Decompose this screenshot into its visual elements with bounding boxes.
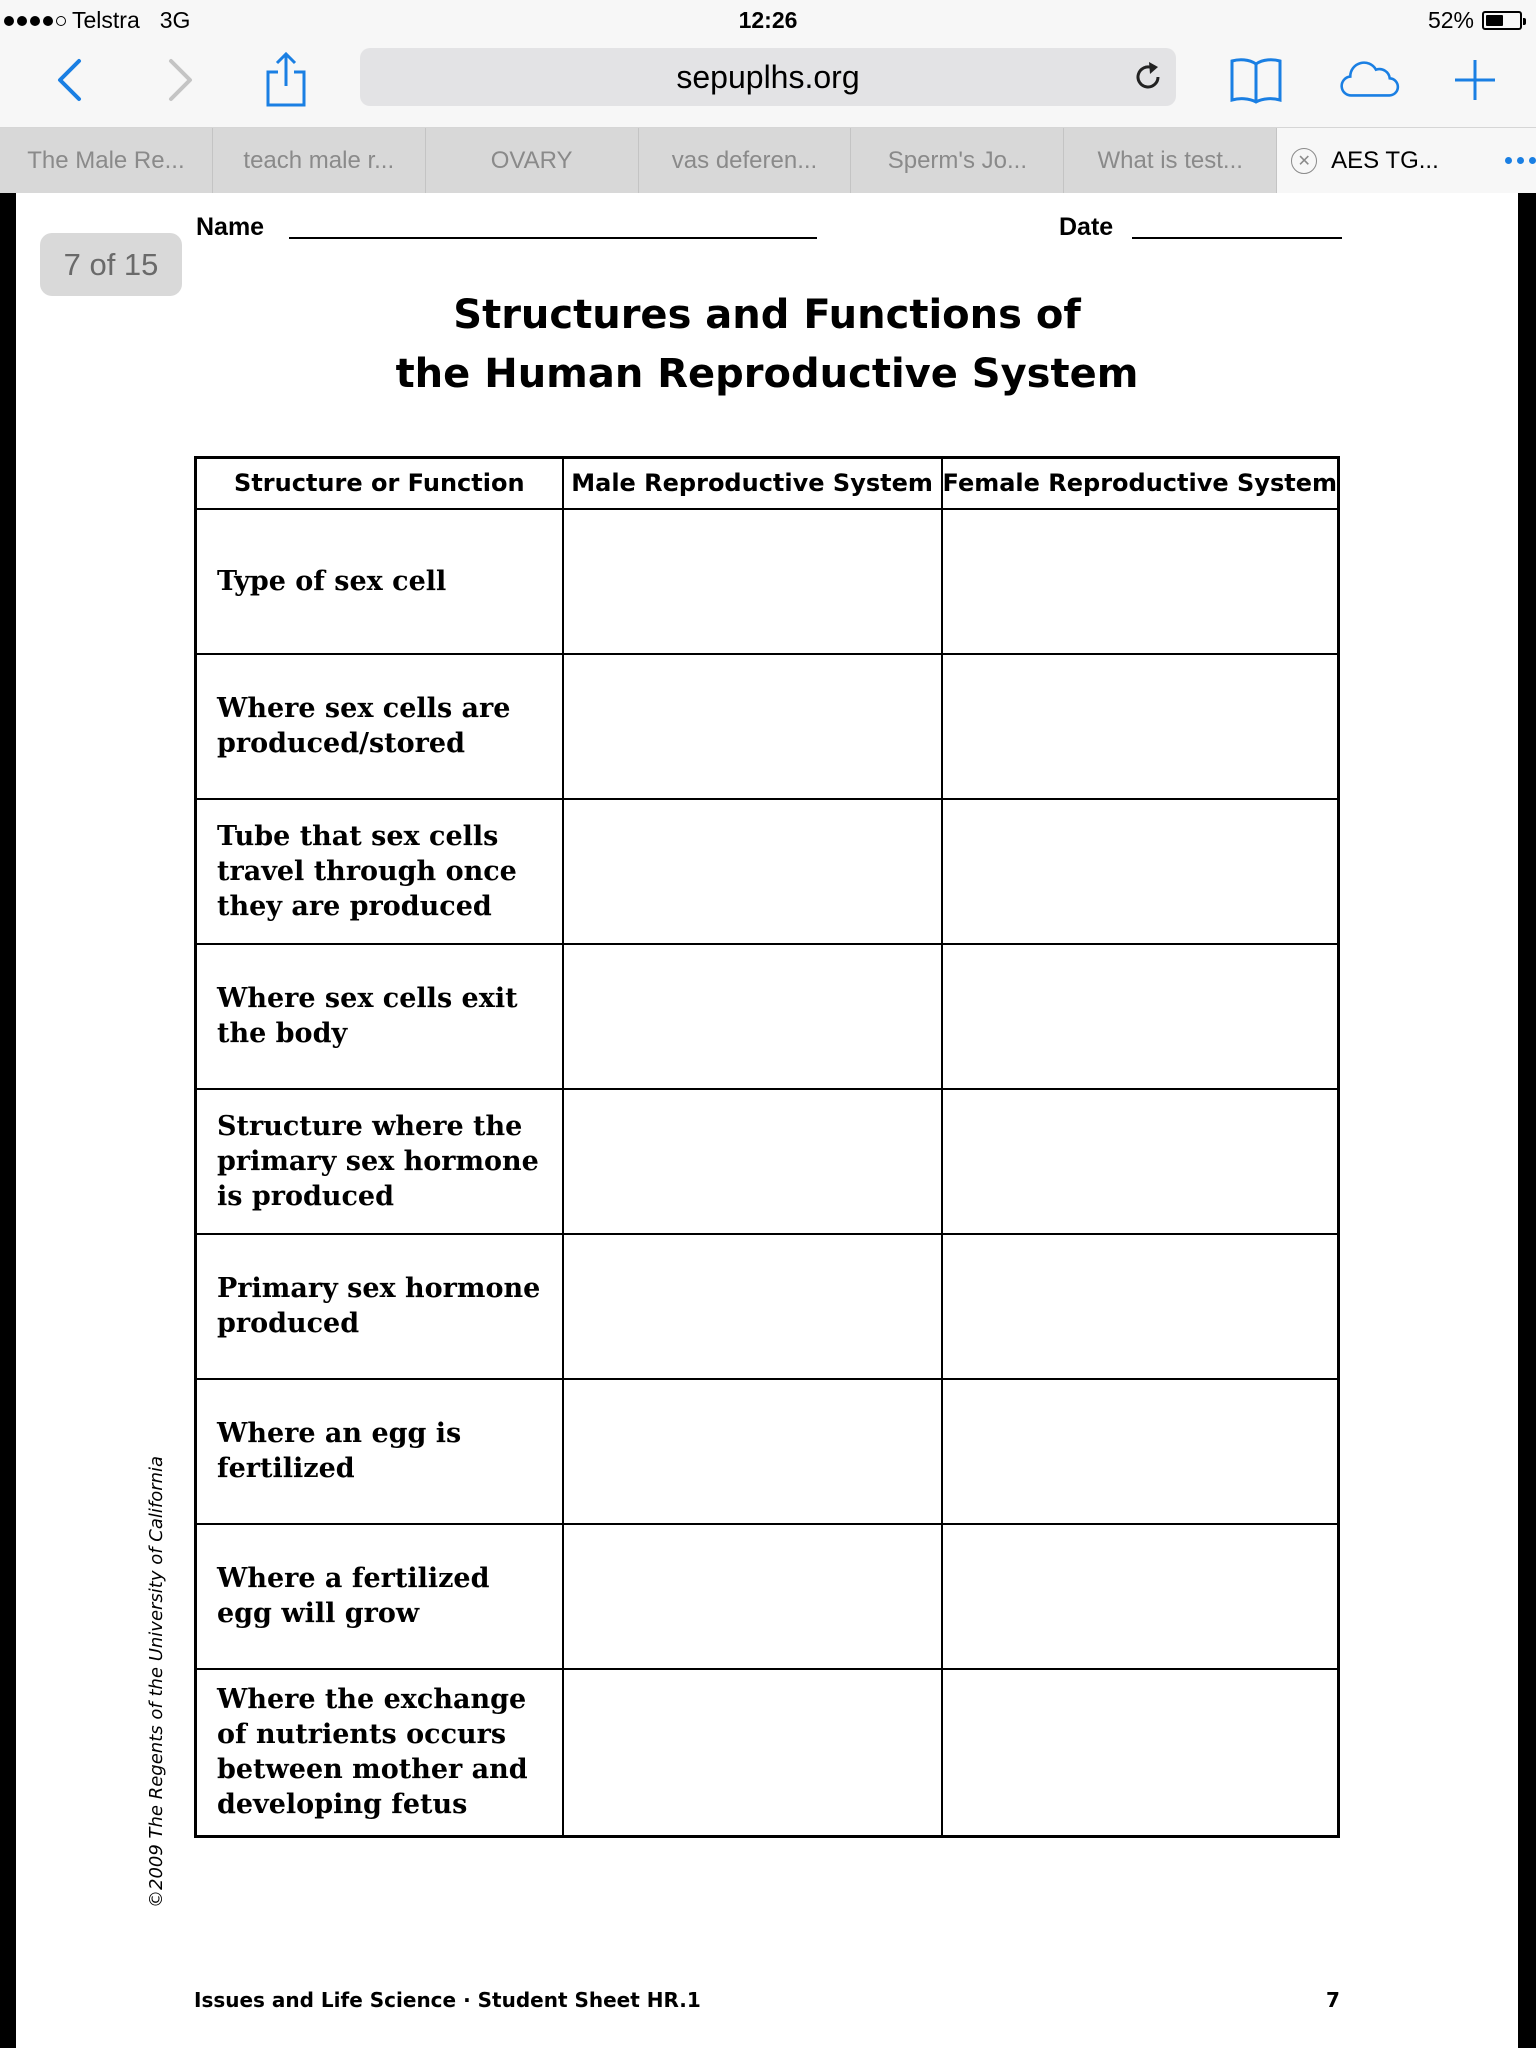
- name-label: Name: [196, 213, 265, 241]
- table-row: [196, 1379, 1339, 1524]
- female-cell: [942, 799, 1339, 944]
- icloud-tabs-icon[interactable]: [1340, 50, 1400, 110]
- row-label: Structure where the primary sex hormone is produced: [196, 1089, 563, 1234]
- row-label: Type of sex cell: [196, 509, 563, 654]
- footer-source: Issues and Life Science · Student Sheet HR.1: [194, 1988, 701, 2012]
- new-tab-icon[interactable]: [1445, 50, 1505, 110]
- tab-item[interactable]: OVARY: [426, 128, 639, 193]
- column-header: Male Reproductive System: [563, 458, 942, 509]
- table-row: [196, 1089, 1339, 1234]
- date-label: Date: [1059, 213, 1114, 241]
- name-blank-line: [289, 237, 817, 239]
- tab-item[interactable]: The Male Re...: [0, 128, 213, 193]
- table-row: [196, 1524, 1339, 1669]
- title-line-2: the Human Reproductive System: [395, 351, 1139, 397]
- tab-close-icon[interactable]: ✕: [1291, 148, 1317, 174]
- male-cell: [563, 654, 942, 799]
- carrier-name: Telstra: [72, 7, 140, 33]
- back-icon[interactable]: [40, 50, 100, 110]
- battery-icon: [1482, 11, 1522, 30]
- table-row: [196, 654, 1339, 799]
- male-cell: [563, 944, 942, 1089]
- female-cell: [942, 1524, 1339, 1669]
- status-bar: [0, 0, 1536, 42]
- tab-item[interactable]: vas deferen...: [639, 128, 852, 193]
- column-header: Structure or Function: [196, 458, 563, 509]
- female-cell: [942, 654, 1339, 799]
- female-cell: [942, 509, 1339, 654]
- table-row: [196, 509, 1339, 654]
- battery-percent: 52%: [1427, 7, 1474, 33]
- bookmarks-icon[interactable]: [1226, 50, 1286, 110]
- tab-active[interactable]: [1277, 128, 1505, 193]
- footer-page-number: 7: [1326, 1988, 1340, 2012]
- worksheet-table: [194, 456, 1340, 1838]
- male-cell: [563, 1524, 942, 1669]
- male-cell: [563, 1089, 942, 1234]
- copyright-notice: ©2009 The Regents of the University of California: [146, 1455, 167, 1908]
- tab-item[interactable]: teach male r...: [213, 128, 426, 193]
- tab-strip: [0, 128, 1536, 193]
- male-cell: [563, 1234, 942, 1379]
- document-page: [16, 193, 1518, 2048]
- row-label: Tube that sex cells travel through once they are produced: [196, 799, 563, 944]
- status-right: [1428, 7, 1522, 34]
- table-row: [196, 1234, 1339, 1379]
- male-cell: [563, 1669, 942, 1837]
- female-cell: [942, 1089, 1339, 1234]
- tab-item[interactable]: What is test...: [1064, 128, 1277, 193]
- table-row: [196, 944, 1339, 1089]
- male-cell: [563, 799, 942, 944]
- date-blank-line: [1132, 237, 1342, 239]
- row-label: Where the exchange of nutrients occurs between mother and developing fetus: [196, 1669, 563, 1837]
- row-label: Where sex cells exit the body: [196, 944, 563, 1089]
- row-label: Where an egg is fertilized: [196, 1379, 563, 1524]
- tab-overflow-icon[interactable]: [1505, 128, 1536, 193]
- female-cell: [942, 1669, 1339, 1837]
- battery-fill: [1486, 15, 1503, 26]
- table-header-row: [196, 458, 1339, 509]
- table-row: [196, 1669, 1339, 1837]
- female-cell: [942, 944, 1339, 1089]
- address-bar[interactable]: [360, 48, 1176, 106]
- page-counter: 7 of 15: [40, 233, 182, 296]
- forward-icon[interactable]: [150, 50, 210, 110]
- female-cell: [942, 1234, 1339, 1379]
- female-cell: [942, 1379, 1339, 1524]
- reload-icon[interactable]: [1132, 61, 1164, 93]
- tab-item[interactable]: Sperm's Jo...: [851, 128, 1064, 193]
- tab-active-label: AES TG...: [1331, 146, 1439, 174]
- row-label: Primary sex hormone produced: [196, 1234, 563, 1379]
- row-label: Where sex cells are produced/stored: [196, 654, 563, 799]
- row-label: Where a fertilized egg will grow: [196, 1524, 563, 1669]
- clock: 12:26: [738, 7, 798, 33]
- share-icon[interactable]: [256, 50, 316, 110]
- page-title: [16, 286, 1518, 404]
- network-type: 3G: [159, 7, 191, 33]
- title-line-1: Structures and Functions of: [453, 292, 1081, 338]
- browser-toolbar: [0, 42, 1536, 128]
- table-row: [196, 799, 1339, 944]
- male-cell: [563, 509, 942, 654]
- column-header: Female Reproductive System: [942, 458, 1339, 509]
- url-text[interactable]: sepuplhs.org: [676, 59, 860, 95]
- male-cell: [563, 1379, 942, 1524]
